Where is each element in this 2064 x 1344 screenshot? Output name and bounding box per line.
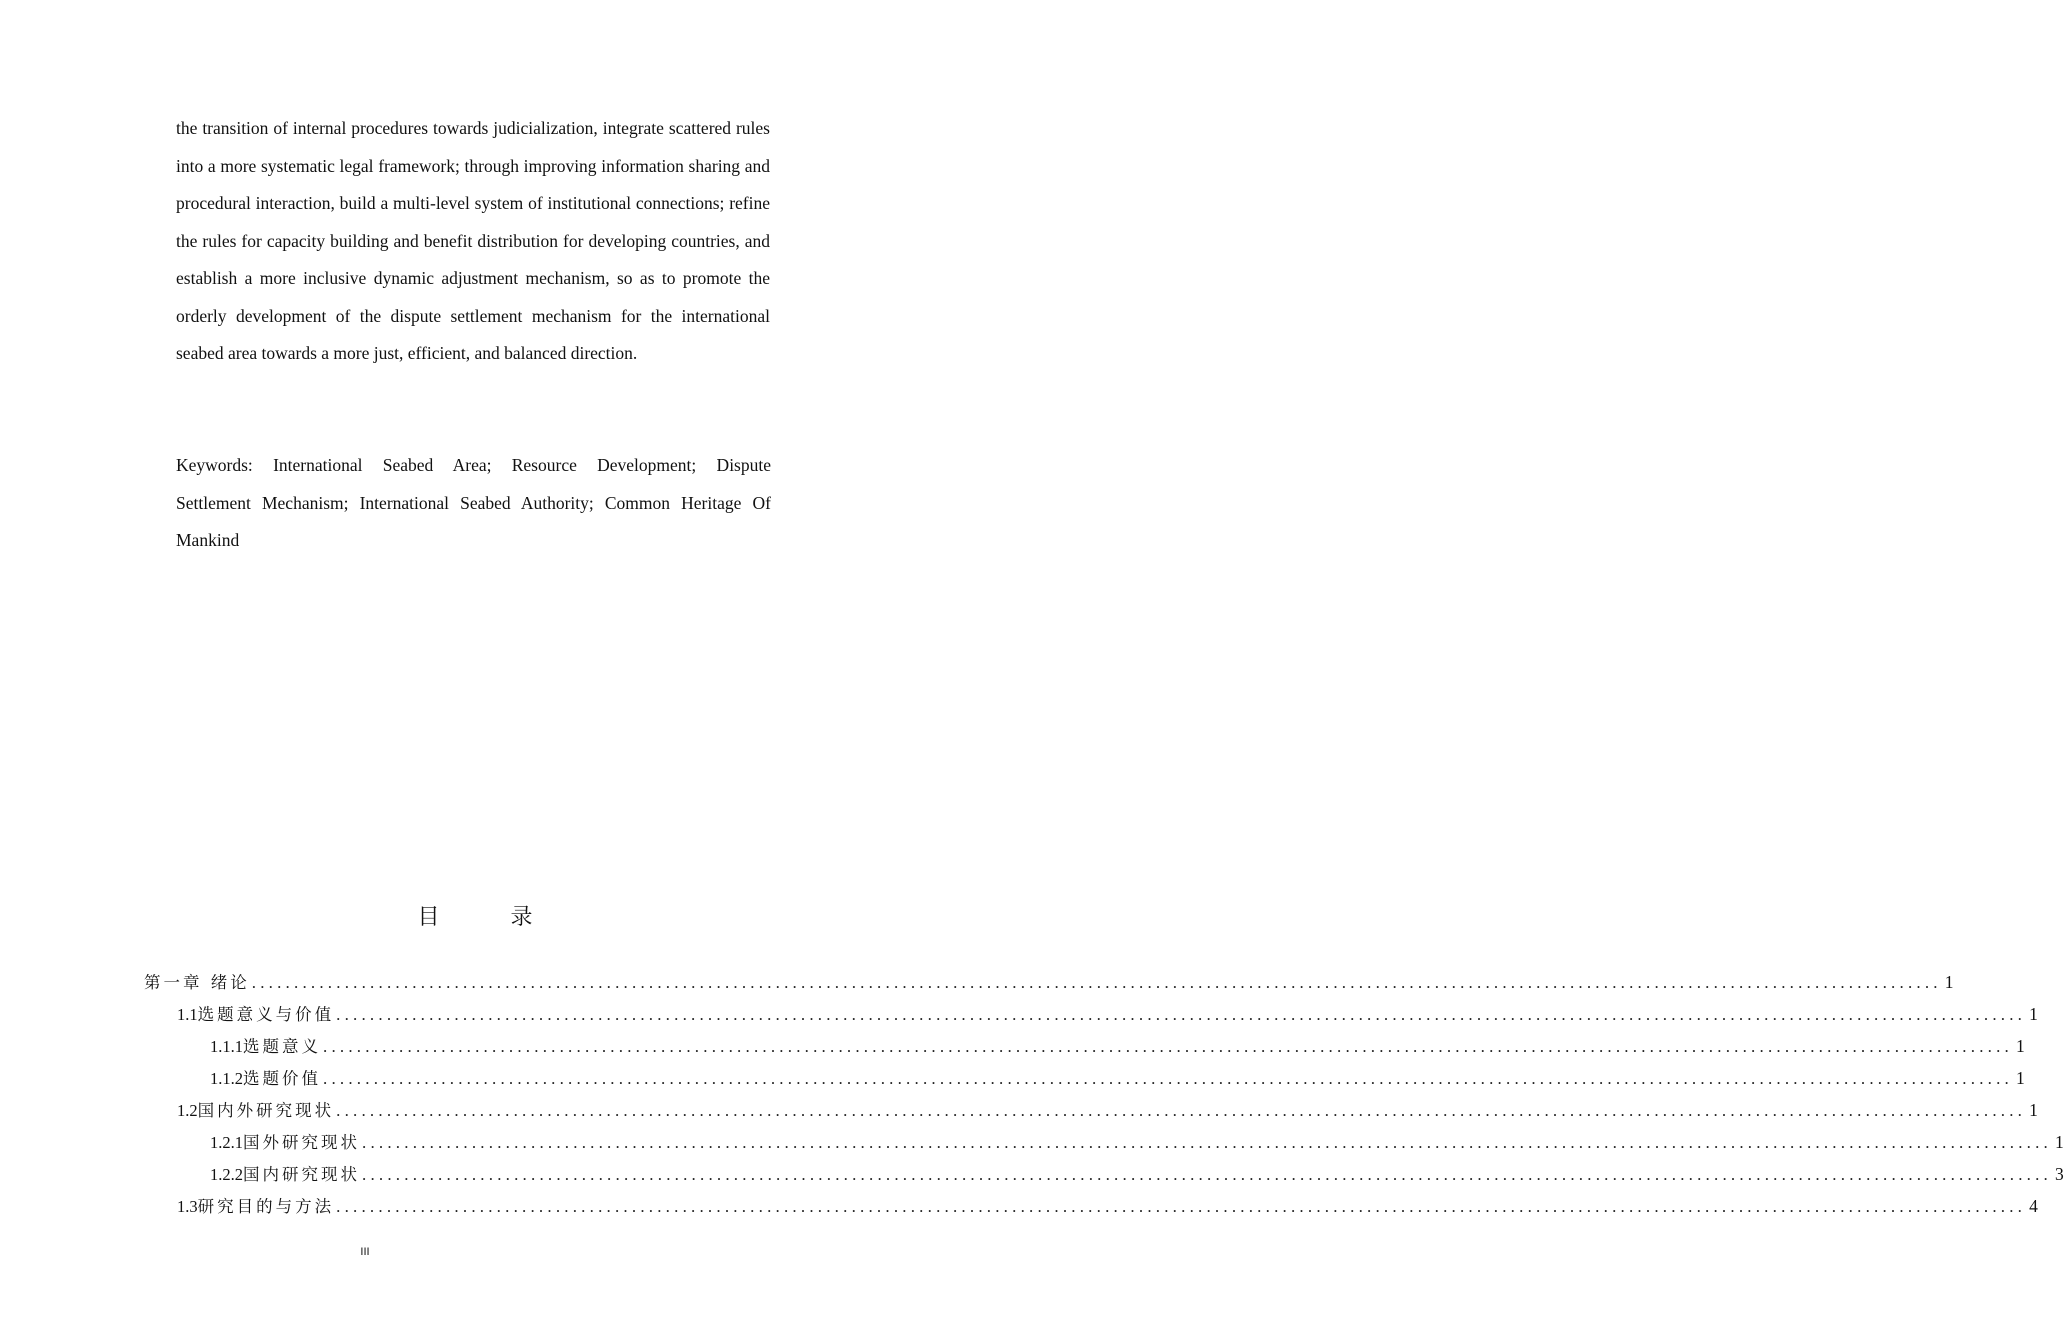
toc-entry-1-2-1[interactable]: [0, 1126, 2064, 1158]
toc-entry-number: 1.2.1: [210, 1133, 243, 1152]
toc-entry-label: 第一章 绪论: [144, 973, 250, 992]
toc-entry-1-2[interactable]: [0, 1094, 2038, 1126]
toc-entry-label: 选题价值: [243, 1069, 321, 1088]
toc-entry-page: 1: [2016, 1036, 2025, 1056]
toc-entry-page: 1: [2016, 1068, 2025, 1088]
toc-entry-page: 1: [2029, 1100, 2038, 1120]
toc-entry-1-1-2[interactable]: [0, 1062, 2025, 1094]
toc-entry-1-1-1[interactable]: [0, 1030, 2025, 1062]
toc-title: 目 录: [417, 905, 565, 930]
toc-entry-page: 3: [2055, 1164, 2064, 1184]
toc-entry-number: 1.1: [177, 1005, 198, 1024]
abstract-paragraph: the transition of internal procedures towards judicialization, integrate scattered rules into a more systematic legal framework; through improving information sharing and procedural interaction, build a multi-level system of institutional connections; refine the rules for capacity building and benefit distribution for developing countries, and establish a more inclusive dynamic adjustment mechanism, so as to promote the orderly development of the dispute settlement mechanism for the international seabed area towards a more just, efficient, and balanced direction.: [176, 118, 770, 363]
toc-entry-page: 1: [2029, 1004, 2038, 1024]
toc-entry-label: 国内外研究现状: [197, 1101, 335, 1120]
toc-dot-leader: ........................................................................................................................................................................................................: [323, 1037, 2013, 1056]
toc-entry-label: 研究目的与方法: [197, 1197, 335, 1216]
toc-entry-1-2-2[interactable]: [0, 1158, 2064, 1190]
toc-entry-number: 1.1.1: [210, 1037, 243, 1056]
toc-entry-page: 4: [2029, 1196, 2038, 1216]
toc-entry-1-1[interactable]: [0, 998, 2038, 1030]
keywords-line: Keywords: International Seabed Area; Resource Development; Dispute Settlement Mechanism; International Seabed Authority; Common Heritage Of Mankind: [176, 455, 771, 550]
toc-entry-page: 1: [1944, 972, 1954, 992]
toc-entry-number: 1.3: [177, 1197, 198, 1216]
toc-entry-chapter-1[interactable]: [0, 966, 1954, 998]
toc-entry-page: 1: [2055, 1132, 2064, 1152]
toc-dot-leader: ........................................................................................................................................................................................................: [336, 1005, 2027, 1024]
toc-entry-label: 选题意义与价值: [197, 1005, 335, 1024]
toc-dot-leader: ........................................................................................................................................................................................................: [362, 1165, 2052, 1184]
toc-entry-label: 国外研究现状: [243, 1133, 360, 1152]
toc-dot-leader: ........................................................................................................................................................................................................: [323, 1069, 2013, 1088]
toc-entry-label: 选题意义: [243, 1037, 321, 1056]
toc-entry-label: 国内研究现状: [243, 1165, 360, 1184]
toc-entry-number: 1.1.2: [210, 1069, 243, 1088]
toc-entry-number: 1.2: [177, 1101, 198, 1120]
toc-dot-leader: ........................................................................................................................................................................................................: [336, 1101, 2027, 1120]
toc-entry-number: 1.2.2: [210, 1165, 243, 1184]
toc-dot-leader: ........................................................................................................................................................................................................: [362, 1133, 2052, 1152]
page-number: III: [360, 1246, 370, 1258]
toc-entry-1-3[interactable]: [0, 1190, 2038, 1222]
table-of-contents: [0, 966, 2064, 1222]
toc-dot-leader: ........................................................................................................................................................................................................: [251, 973, 1942, 992]
toc-dot-leader: ........................................................................................................................................................................................................: [336, 1197, 2027, 1216]
